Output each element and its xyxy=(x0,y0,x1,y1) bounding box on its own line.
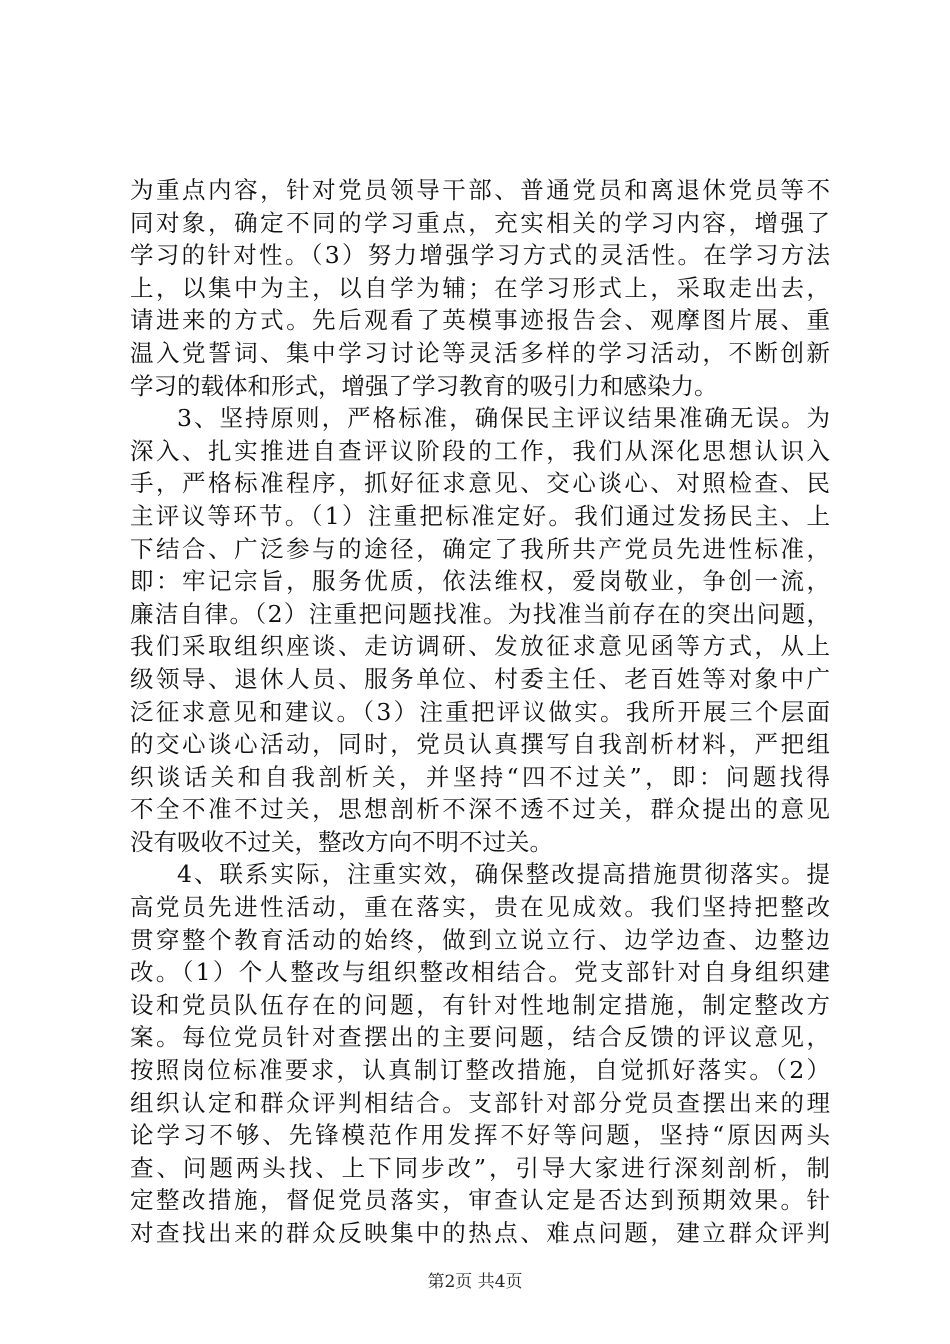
text-line: 廉洁自律。（2）注重把问题找准。为找准当前存在的突出问题， xyxy=(130,599,830,628)
text-line: 级领导、退休人员、服务单位、村委主任、老百姓等对象中广 xyxy=(130,664,830,693)
text-line: 学习的针对性。（3）努力增强学习方式的灵活性。在学习方法 xyxy=(130,241,830,270)
page-number-footer: 第2页 共4页 xyxy=(427,1272,523,1292)
text-line: 我们采取组织座谈、走访调研、发放征求意见函等方式，从上 xyxy=(130,632,830,661)
text-line: 请进来的方式。先后观看了英模事迹报告会、观摩图片展、重 xyxy=(130,306,830,335)
text-line: 案。每位党员针对查摆出的主要问题，结合反馈的评议意见， xyxy=(130,1023,830,1052)
text-line: 上，以集中为主，以自学为辅；在学习形式上，采取走出去， xyxy=(130,273,830,302)
text-line: 设和党员队伍存在的问题，有针对性地制定措施，制定整改方 xyxy=(130,990,830,1019)
text-line: 定整改措施，督促党员落实，审查认定是否达到预期效果。针 xyxy=(130,1186,830,1215)
text-line: 对查找出来的群众反映集中的热点、难点问题，建立群众评判 xyxy=(130,1219,830,1247)
text-line: 学习的载体和形式，增强了学习教育的吸引力和感染力。 xyxy=(130,371,718,400)
body-text xyxy=(130,174,830,1250)
text-line: 同对象，确定不同的学习重点，充实相关的学习内容，增强了 xyxy=(130,208,830,237)
text-line: 下结合、广泛参与的途径，确定了我所共产党员先进性标准， xyxy=(130,534,830,563)
text-line: 的交心谈心活动，同时，党员认真撰写自我剖析材料，严把组 xyxy=(130,730,830,759)
text-line: 手，严格标准程序，抓好征求意见、交心谈心、对照检查、民 xyxy=(130,469,830,498)
text-line: 高党员先进性活动，重在落实，贵在见成效。我们坚持把整改 xyxy=(130,893,830,922)
text-line: 主评议等环节。（1）注重把标准定好。我们通过发扬民主、上 xyxy=(130,501,830,530)
text-line: 没有吸收不过关，整改方向不明不过关。 xyxy=(130,827,553,856)
text-line: 即：牢记宗旨，服务优质，依法维权，爱岗敬业，争创一流， xyxy=(130,567,830,596)
text-line: 不全不准不过关，思想剖析不深不透不过关，群众提出的意见 xyxy=(130,795,830,824)
text-line: 改。（1）个人整改与组织整改相结合。党支部针对自身组织建 xyxy=(130,958,830,987)
text-line: 温入党誓词、集中学习讨论等灵活多样的学习活动，不断创新 xyxy=(130,338,830,367)
text-line: 为重点内容，针对党员领导干部、普通党员和离退休党员等不 xyxy=(130,176,830,204)
paragraph-start-line: 4、联系实际，注重实效，确保整改提高措施贯彻落实。提 xyxy=(177,860,830,889)
text-line: 贯穿整个教育活动的始终，做到立说立行、边学边查、边整边 xyxy=(130,925,830,954)
text-line: 查、问题两头找、上下同步改”，引导大家进行深刻剖析，制 xyxy=(130,1153,830,1182)
text-line: 深入、扎实推进自查评议阶段的工作，我们从深化思想认识入 xyxy=(130,436,830,465)
text-line: 泛征求意见和建议。（3）注重把评议做实。我所开展三个层面 xyxy=(130,697,830,726)
text-line: 按照岗位标准要求，认真制订整改措施，自觉抓好落实。（2） xyxy=(130,1056,830,1085)
text-line: 论学习不够、先锋模范作用发挥不好等问题，坚持“原因两头 xyxy=(130,1121,830,1150)
text-line: 组织认定和群众评判相结合。支部针对部分党员查摆出来的理 xyxy=(130,1088,830,1117)
text-line: 织谈话关和自我剖析关，并坚持“四不过关”，即：问题找得 xyxy=(130,762,830,791)
paragraph-start-line: 3、坚持原则，严格标准，确保民主评议结果准确无误。为 xyxy=(177,404,830,433)
